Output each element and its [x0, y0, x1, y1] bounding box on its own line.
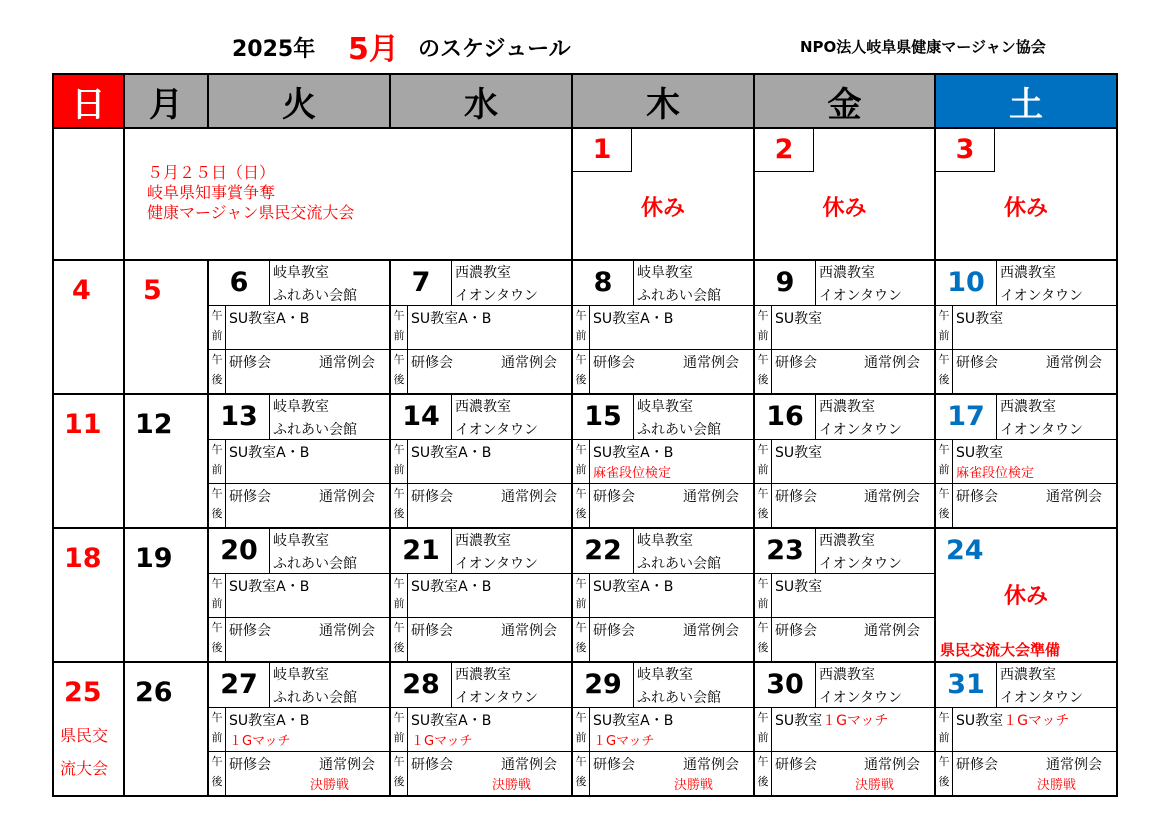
- pm-final: 決勝戦: [854, 778, 894, 793]
- pm-regular: 通常例会: [319, 757, 375, 773]
- class-header: [755, 395, 934, 440]
- pm-kenshu: 研修会: [956, 757, 998, 773]
- day-number: 19: [135, 543, 173, 574]
- pm-regular: 通常例会: [683, 489, 739, 505]
- rest-label: 休み: [1003, 584, 1048, 609]
- afternoon-slot: [573, 350, 753, 393]
- pm-regular: 通常例会: [683, 355, 739, 371]
- pm-tag: 午 後: [936, 350, 953, 393]
- pm-regular: 通常例会: [501, 355, 557, 371]
- day-cell: [572, 128, 754, 260]
- class-venue: イオンタウン: [455, 556, 539, 572]
- class-name: 西濃教室: [455, 533, 511, 549]
- day-cell-monday: [124, 528, 208, 662]
- class-venue: ふれあい会館: [273, 288, 357, 304]
- class-header: [391, 261, 571, 306]
- pm-regular: 通常例会: [864, 355, 920, 371]
- pm-kenshu: 研修会: [593, 757, 635, 773]
- class-venue: イオンタウン: [1000, 422, 1084, 438]
- day-cell: [935, 394, 1117, 528]
- morning-slot: [573, 574, 753, 618]
- day-number: 11: [64, 409, 102, 440]
- class-venue: イオンタウン: [819, 690, 903, 706]
- pm-tag: 午 後: [209, 484, 226, 527]
- afternoon-slot: [755, 484, 934, 527]
- class-header: [755, 529, 934, 574]
- day-number: 20: [209, 529, 270, 573]
- day-number: 26: [135, 677, 173, 708]
- day-cell: [572, 662, 754, 796]
- class-header: [755, 663, 934, 708]
- day-cell-monday: [124, 394, 208, 528]
- weekday-fri: 金: [754, 74, 935, 128]
- day-cell: [754, 260, 935, 394]
- class-header: [209, 663, 389, 708]
- class-name: 岐阜教室: [637, 265, 693, 281]
- class-name: 西濃教室: [819, 399, 875, 415]
- pm-kenshu: 研修会: [593, 489, 635, 505]
- pm-kenshu: 研修会: [229, 489, 271, 505]
- afternoon-slot: [936, 752, 1116, 795]
- day-cell: [208, 662, 390, 796]
- class-name: 岐阜教室: [637, 399, 693, 415]
- am-class: SU教室１Gマッチ: [956, 713, 1070, 729]
- prep-label: 県民交流大会準備: [940, 641, 1061, 659]
- day-cell: [572, 394, 754, 528]
- am-match: １Gマッチ: [411, 734, 473, 749]
- rest-label: 休み: [640, 196, 685, 221]
- day-number: 15: [573, 395, 634, 439]
- pm-kenshu: 研修会: [411, 623, 453, 639]
- class-venue: イオンタウン: [819, 288, 903, 304]
- morning-slot: [209, 306, 389, 350]
- am-tag: 午 前: [755, 708, 772, 751]
- day-cell: [572, 528, 754, 662]
- day-number: 29: [573, 663, 634, 707]
- morning-slot: [936, 306, 1116, 350]
- day-number: 12: [135, 409, 173, 440]
- day-cell: [935, 528, 1117, 662]
- am-class: SU教室A・B: [593, 311, 674, 327]
- morning-slot: [391, 708, 571, 752]
- day-cell: [754, 528, 935, 662]
- morning-slot: [573, 440, 753, 484]
- weekday-sun: 日: [53, 74, 124, 128]
- afternoon-slot: [209, 350, 389, 393]
- pm-tag: 午 後: [573, 752, 590, 795]
- day-cell: [390, 260, 572, 394]
- pm-final: 決勝戦: [1036, 778, 1076, 793]
- weekday-thu: 木: [572, 74, 754, 128]
- day-number: 23: [755, 529, 816, 573]
- class-header: [573, 663, 753, 708]
- class-header: [573, 395, 753, 440]
- am-tag: 午 前: [391, 440, 408, 483]
- pm-kenshu: 研修会: [775, 757, 817, 773]
- pm-kenshu: 研修会: [229, 623, 271, 639]
- class-venue: ふれあい会館: [637, 288, 721, 304]
- day-cell-monday: [124, 662, 208, 796]
- class-name: 岐阜教室: [637, 533, 693, 549]
- am-tag: 午 前: [755, 306, 772, 349]
- pm-kenshu: 研修会: [956, 355, 998, 371]
- day-number: 5: [143, 275, 162, 306]
- pm-tag: 午 後: [573, 618, 590, 661]
- am-class: SU教室: [775, 311, 823, 327]
- am-tag: 午 前: [391, 306, 408, 349]
- class-name: 西濃教室: [455, 399, 511, 415]
- am-tag: 午 前: [209, 574, 226, 617]
- afternoon-slot: [209, 752, 389, 795]
- header-year: 2025年: [232, 37, 316, 62]
- am-tag: 午 前: [573, 306, 590, 349]
- event-cell: [124, 128, 572, 260]
- morning-slot: [391, 440, 571, 484]
- day-number: 24: [946, 535, 984, 566]
- pm-regular: 通常例会: [501, 623, 557, 639]
- class-venue: イオンタウン: [455, 690, 539, 706]
- class-venue: イオンタウン: [455, 422, 539, 438]
- class-venue: イオンタウン: [819, 422, 903, 438]
- day-cell: [935, 128, 1117, 260]
- day-number: 28: [391, 663, 452, 707]
- week-row: [53, 394, 1117, 528]
- am-class: SU教室A・B: [593, 579, 674, 595]
- day-number: 6: [209, 261, 270, 305]
- pm-regular: 通常例会: [501, 757, 557, 773]
- day-number: 10: [936, 261, 997, 305]
- pm-kenshu: 研修会: [411, 757, 453, 773]
- pm-tag: 午 後: [755, 484, 772, 527]
- weekday-mon: 月: [124, 74, 208, 128]
- class-header: [209, 395, 389, 440]
- day-number: 25: [64, 677, 102, 708]
- pm-regular: 通常例会: [683, 757, 739, 773]
- am-class: SU教室１Gマッチ: [775, 713, 889, 729]
- day-number: 30: [755, 663, 816, 707]
- afternoon-slot: [391, 484, 571, 527]
- pm-tag: 午 後: [391, 484, 408, 527]
- class-name: 西濃教室: [455, 667, 511, 683]
- weekday-tue: 火: [208, 74, 390, 128]
- pm-regular: 通常例会: [864, 757, 920, 773]
- day-number: 1: [573, 129, 632, 172]
- class-header: [391, 395, 571, 440]
- morning-slot: [209, 574, 389, 618]
- day-cell: [208, 260, 390, 394]
- pm-tag: 午 後: [391, 618, 408, 661]
- day-number: 8: [573, 261, 634, 305]
- day-cell: [208, 394, 390, 528]
- class-venue: イオンタウン: [455, 288, 539, 304]
- class-header: [391, 529, 571, 574]
- taikai-label: 県民交: [60, 726, 109, 745]
- am-mahjong: 麻雀段位検定: [593, 466, 672, 481]
- class-venue: ふれあい会館: [273, 556, 357, 572]
- day-number: 21: [391, 529, 452, 573]
- morning-slot: [755, 306, 934, 350]
- week-row: [53, 128, 1117, 260]
- rest-label: 休み: [822, 196, 867, 221]
- am-class: SU教室A・B: [411, 713, 492, 729]
- pm-regular: 通常例会: [864, 623, 920, 639]
- morning-slot: [755, 708, 934, 752]
- week-row: [53, 528, 1117, 662]
- am-tag: 午 前: [755, 440, 772, 483]
- am-tag: 午 前: [391, 574, 408, 617]
- class-name: 西濃教室: [1000, 265, 1056, 281]
- class-venue: ふれあい会館: [273, 422, 357, 438]
- pm-regular: 通常例会: [319, 355, 375, 371]
- weekday-sat: 土: [935, 74, 1117, 128]
- class-name: 西濃教室: [1000, 399, 1056, 415]
- class-venue: ふれあい会館: [637, 422, 721, 438]
- day-number: 7: [391, 261, 452, 305]
- day-number: 4: [72, 275, 91, 306]
- pm-tag: 午 後: [755, 752, 772, 795]
- pm-tag: 午 後: [936, 484, 953, 527]
- day-cell: [935, 662, 1117, 796]
- class-header: [573, 261, 753, 306]
- pm-tag: 午 後: [755, 350, 772, 393]
- day-number: 2: [755, 129, 814, 172]
- pm-kenshu: 研修会: [593, 623, 635, 639]
- day-cell-empty: [53, 128, 124, 260]
- taikai-label: 流大会: [60, 759, 109, 778]
- am-class: SU教室A・B: [229, 579, 310, 595]
- class-header: [936, 261, 1116, 306]
- am-match: １Gマッチ: [593, 734, 655, 749]
- am-tag: 午 前: [755, 574, 772, 617]
- header-month: 5月: [348, 32, 399, 67]
- rest-label: 休み: [1003, 196, 1048, 221]
- pm-regular: 通常例会: [683, 623, 739, 639]
- pm-kenshu: 研修会: [229, 757, 271, 773]
- header-schedule: のスケジュール: [418, 37, 571, 62]
- day-cell: [754, 394, 935, 528]
- class-venue: ふれあい会館: [637, 556, 721, 572]
- event-line: ５月２５日（日）: [147, 163, 276, 182]
- class-header: [209, 261, 389, 306]
- am-match: １Gマッチ: [822, 713, 889, 729]
- pm-final: 決勝戦: [673, 778, 713, 793]
- am-tag: 午 前: [573, 708, 590, 751]
- class-venue: ふれあい会館: [273, 690, 357, 706]
- am-match: １Gマッチ: [1003, 713, 1070, 729]
- am-tag: 午 前: [209, 306, 226, 349]
- day-cell-monday: [124, 260, 208, 394]
- am-class: SU教室A・B: [593, 713, 674, 729]
- class-name: 西濃教室: [819, 533, 875, 549]
- class-name: 西濃教室: [819, 265, 875, 281]
- pm-tag: 午 後: [209, 350, 226, 393]
- afternoon-slot: [755, 618, 934, 661]
- pm-tag: 午 後: [755, 618, 772, 661]
- class-name: 岐阜教室: [637, 667, 693, 683]
- am-class: SU教室A・B: [411, 311, 492, 327]
- day-cell: [390, 528, 572, 662]
- weekday-wed: 水: [390, 74, 572, 128]
- class-venue: ふれあい会館: [637, 690, 721, 706]
- day-cell-sunday: [53, 394, 124, 528]
- day-number: 9: [755, 261, 816, 305]
- event-line: 岐阜県知事賞争奪: [147, 183, 276, 202]
- day-cell: [754, 128, 935, 260]
- pm-kenshu: 研修会: [775, 355, 817, 371]
- am-tag: 午 前: [936, 440, 953, 483]
- pm-tag: 午 後: [936, 752, 953, 795]
- class-header: [209, 529, 389, 574]
- am-tag: 午 前: [391, 708, 408, 751]
- day-cell: [208, 528, 390, 662]
- pm-tag: 午 後: [391, 350, 408, 393]
- event-note: [147, 163, 354, 223]
- class-header: [936, 663, 1116, 708]
- class-name: 岐阜教室: [273, 533, 329, 549]
- am-class: SU教室A・B: [411, 445, 492, 461]
- pm-kenshu: 研修会: [593, 355, 635, 371]
- day-cell: [572, 260, 754, 394]
- class-venue: イオンタウン: [1000, 288, 1084, 304]
- day-number: 13: [209, 395, 270, 439]
- header-org: NPO法人岐阜県健康マージャン協会: [800, 38, 1046, 56]
- am-tag: 午 前: [936, 306, 953, 349]
- week-row: [53, 662, 1117, 796]
- class-header: [573, 529, 753, 574]
- morning-slot: [209, 440, 389, 484]
- pm-regular: 通常例会: [319, 489, 375, 505]
- pm-kenshu: 研修会: [956, 489, 998, 505]
- pm-regular: 通常例会: [1046, 757, 1102, 773]
- am-mahjong: 麻雀段位検定: [956, 466, 1035, 481]
- class-name: 岐阜教室: [273, 667, 329, 683]
- class-name: 岐阜教室: [273, 265, 329, 281]
- pm-regular: 通常例会: [864, 489, 920, 505]
- morning-slot: [573, 306, 753, 350]
- day-cell: [754, 662, 935, 796]
- am-class: SU教室A・B: [229, 445, 310, 461]
- am-tag: 午 前: [936, 708, 953, 751]
- pm-kenshu: 研修会: [411, 355, 453, 371]
- day-cell: [390, 662, 572, 796]
- pm-kenshu: 研修会: [229, 355, 271, 371]
- am-tag: 午 前: [209, 440, 226, 483]
- class-venue: イオンタウン: [1000, 690, 1084, 706]
- am-tag: 午 前: [573, 574, 590, 617]
- class-header: [755, 261, 934, 306]
- calendar-table: [52, 73, 1118, 797]
- am-tag: 午 前: [573, 440, 590, 483]
- class-name: 西濃教室: [1000, 667, 1056, 683]
- day-number: 14: [391, 395, 452, 439]
- morning-slot: [755, 574, 934, 618]
- pm-kenshu: 研修会: [775, 623, 817, 639]
- class-name: 岐阜教室: [273, 399, 329, 415]
- pm-tag: 午 後: [573, 484, 590, 527]
- am-match: １Gマッチ: [229, 734, 291, 749]
- afternoon-slot: [391, 752, 571, 795]
- day-number: 17: [936, 395, 997, 439]
- day-cell: [390, 394, 572, 528]
- class-header: [936, 395, 1116, 440]
- pm-regular: 通常例会: [1046, 489, 1102, 505]
- day-cell: [935, 260, 1117, 394]
- pm-kenshu: 研修会: [775, 489, 817, 505]
- am-class: SU教室A・B: [229, 713, 310, 729]
- afternoon-slot: [391, 350, 571, 393]
- morning-slot: [391, 574, 571, 618]
- afternoon-slot: [209, 618, 389, 661]
- day-cell-sunday: [53, 528, 124, 662]
- pm-regular: 通常例会: [501, 489, 557, 505]
- event-line: 健康マージャン県民交流大会: [147, 203, 355, 222]
- afternoon-slot: [391, 618, 571, 661]
- weekday-header-row: [53, 74, 1117, 128]
- day-number: 27: [209, 663, 270, 707]
- afternoon-slot: [573, 752, 753, 795]
- am-class: SU教室: [775, 445, 823, 461]
- am-class: SU教室A・B: [593, 445, 674, 461]
- afternoon-slot: [936, 350, 1116, 393]
- am-tag: 午 前: [209, 708, 226, 751]
- day-number: 16: [755, 395, 816, 439]
- pm-kenshu: 研修会: [411, 489, 453, 505]
- afternoon-slot: [755, 752, 934, 795]
- class-name: 西濃教室: [819, 667, 875, 683]
- afternoon-slot: [573, 484, 753, 527]
- pm-tag: 午 後: [209, 618, 226, 661]
- am-class: SU教室: [775, 579, 823, 595]
- pm-tag: 午 後: [573, 350, 590, 393]
- class-venue: イオンタウン: [819, 556, 903, 572]
- pm-tag: 午 後: [209, 752, 226, 795]
- pm-tag: 午 後: [391, 752, 408, 795]
- week-row: [53, 260, 1117, 394]
- morning-slot: [936, 708, 1116, 752]
- class-header: [391, 663, 571, 708]
- morning-slot: [755, 440, 934, 484]
- morning-slot: [391, 306, 571, 350]
- afternoon-slot: [209, 484, 389, 527]
- afternoon-slot: [755, 350, 934, 393]
- day-cell-sunday: [53, 260, 124, 394]
- class-name: 西濃教室: [455, 265, 511, 281]
- pm-regular: 通常例会: [1046, 355, 1102, 371]
- afternoon-slot: [573, 618, 753, 661]
- afternoon-slot: [936, 484, 1116, 527]
- pm-regular: 通常例会: [319, 623, 375, 639]
- am-class: SU教室A・B: [229, 311, 310, 327]
- pm-final: 決勝戦: [309, 778, 349, 793]
- pm-final: 決勝戦: [491, 778, 531, 793]
- morning-slot: [936, 440, 1116, 484]
- day-number: 3: [936, 129, 995, 172]
- morning-slot: [209, 708, 389, 752]
- am-class: SU教室: [956, 445, 1004, 461]
- am-class: SU教室: [956, 311, 1004, 327]
- day-cell-sunday: [53, 662, 124, 796]
- day-number: 22: [573, 529, 634, 573]
- morning-slot: [573, 708, 753, 752]
- am-class: SU教室A・B: [411, 579, 492, 595]
- day-number: 18: [64, 543, 102, 574]
- day-number: 31: [936, 663, 997, 707]
